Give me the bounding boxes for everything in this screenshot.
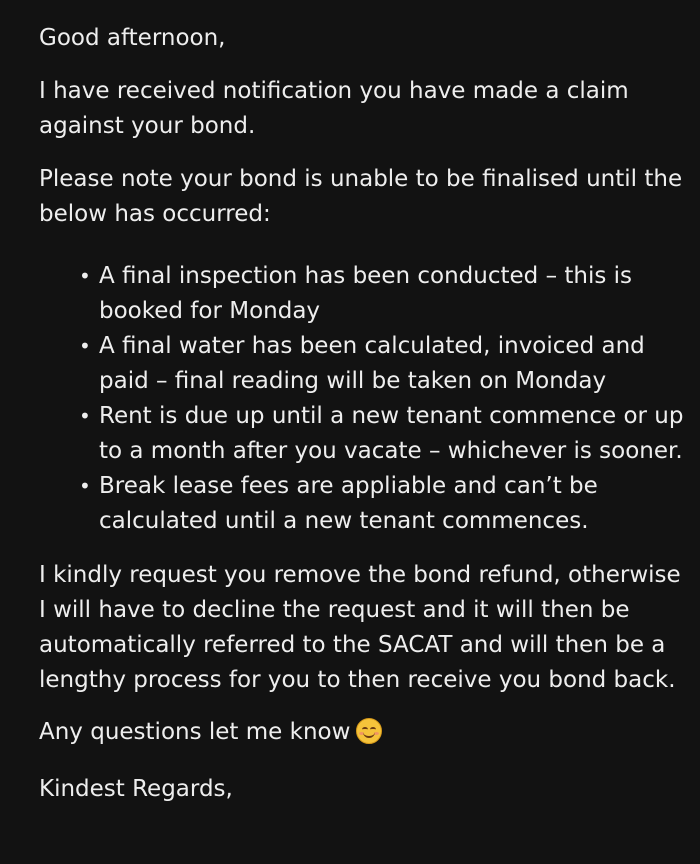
email-paragraph-finalise: Please note your bond is unable to be finalised until the below has occurred:	[39, 166, 683, 227]
list-item	[79, 399, 689, 469]
bullet-icon: •	[79, 404, 91, 428]
bullet-icon: •	[79, 474, 91, 498]
email-greeting: Good afternoon,	[39, 25, 226, 51]
email-paragraph-request: I kindly request you remove the bond refund, otherwise I will have to decline the request and it will then be automatically referred to the SACAT and will then be a lengthy process for you to then receive you bond back.	[39, 562, 681, 693]
list-item-text: A final inspection has been conducted – this is booked for Monday	[99, 263, 633, 324]
bullet-icon: •	[79, 264, 91, 288]
smiling-face-icon	[356, 718, 382, 744]
email-paragraph-claim: I have received notification you have made a claim against your bond.	[39, 78, 629, 139]
list-item-text: Break lease fees are appliable and can’t be calculated until a new tenant commences.	[99, 473, 598, 534]
list-item	[79, 259, 689, 329]
list-item-text: A final water has been calculated, invoiced and paid – final reading will be taken on Monday	[99, 333, 645, 394]
conditions-list	[39, 259, 689, 539]
email-sign-off: Kindest Regards,	[39, 776, 233, 802]
bullet-icon: •	[79, 334, 91, 358]
questions-text: Any questions let me know	[39, 719, 351, 745]
list-item	[79, 329, 689, 399]
email-body	[39, 21, 689, 807]
list-item	[79, 469, 689, 539]
email-paragraph-questions	[39, 715, 689, 750]
list-item-text: Rent is due up until a new tenant commence or up to a month after you vacate – whichever is sooner.	[99, 403, 684, 464]
